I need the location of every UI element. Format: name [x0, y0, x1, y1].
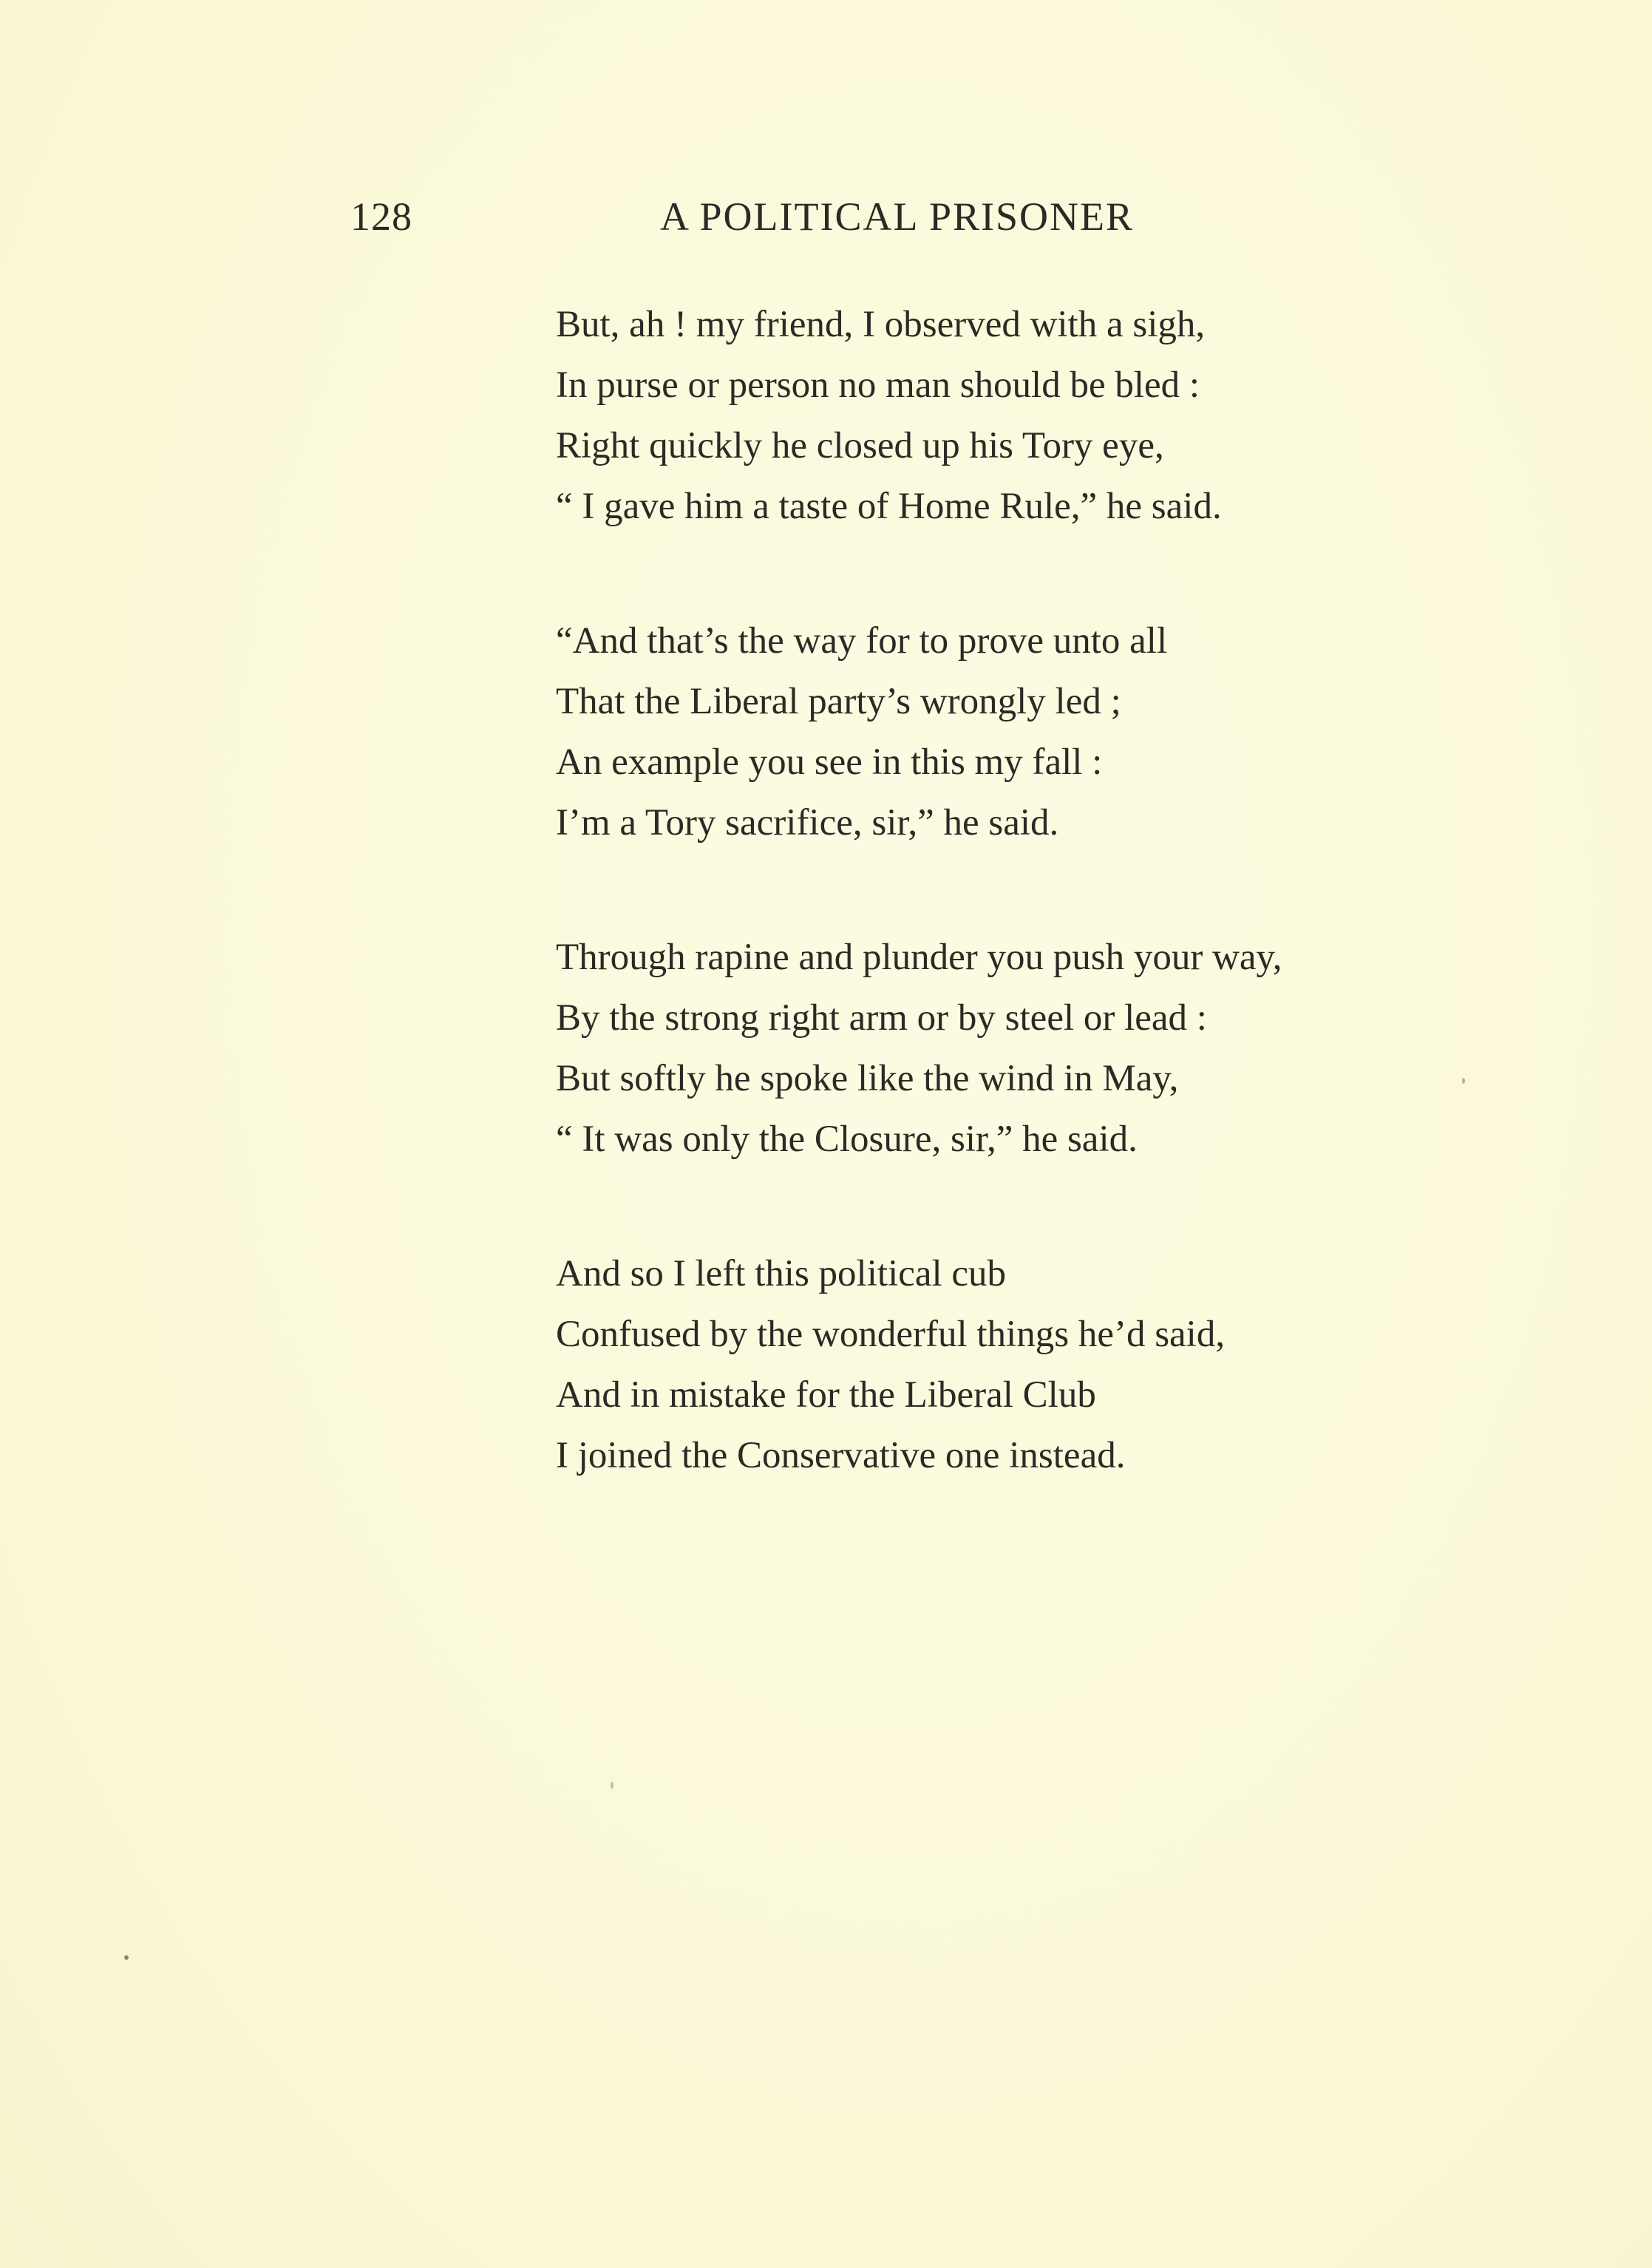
- poem-line: But, ah ! my friend, I observed with a sigh,: [556, 304, 1206, 345]
- stanza-4: [556, 1243, 1517, 1486]
- page-number: 128: [350, 194, 412, 239]
- poem-line: In purse or person no man should be bled :: [556, 364, 1200, 406]
- paper-speck: [611, 1782, 613, 1789]
- poem-line: An example you see in this my fall :: [556, 741, 1103, 783]
- poem-line: But softly he spoke like the wind in May,: [556, 1058, 1179, 1099]
- poem-line: That the Liberal party’s wrongly led ;: [556, 681, 1121, 722]
- running-head-title: A POLITICAL PRISONER: [660, 194, 1135, 239]
- poem-line: I joined the Conservative one instead.: [556, 1435, 1126, 1476]
- poem-line: Through rapine and plunder you push your way,: [556, 937, 1282, 978]
- poem-line: Confused by the wonderful things he’d said,: [556, 1314, 1226, 1355]
- stanza-1: [556, 294, 1517, 537]
- stanza-3: [556, 927, 1517, 1169]
- poem-line: “ It was only the Closure, sir,” he said.: [556, 1118, 1138, 1160]
- poem-line: “And that’s the way for to prove unto all: [556, 620, 1168, 662]
- poem-line: Right quickly he closed up his Tory eye,: [556, 425, 1164, 466]
- poem: [556, 294, 1517, 1560]
- stanza-2: [556, 611, 1517, 853]
- poem-line: And in mistake for the Liberal Club: [556, 1374, 1096, 1416]
- paper-speck: [124, 1955, 129, 1960]
- poem-line: By the strong right arm or by steel or lead :: [556, 997, 1207, 1039]
- poem-line: “ I gave him a taste of Home Rule,” he said.: [556, 486, 1222, 527]
- paper-speck: [1462, 1078, 1465, 1084]
- poem-line: And so I left this political cub: [556, 1253, 1007, 1294]
- poem-line: I’m a Tory sacrifice, sir,” he said.: [556, 802, 1059, 843]
